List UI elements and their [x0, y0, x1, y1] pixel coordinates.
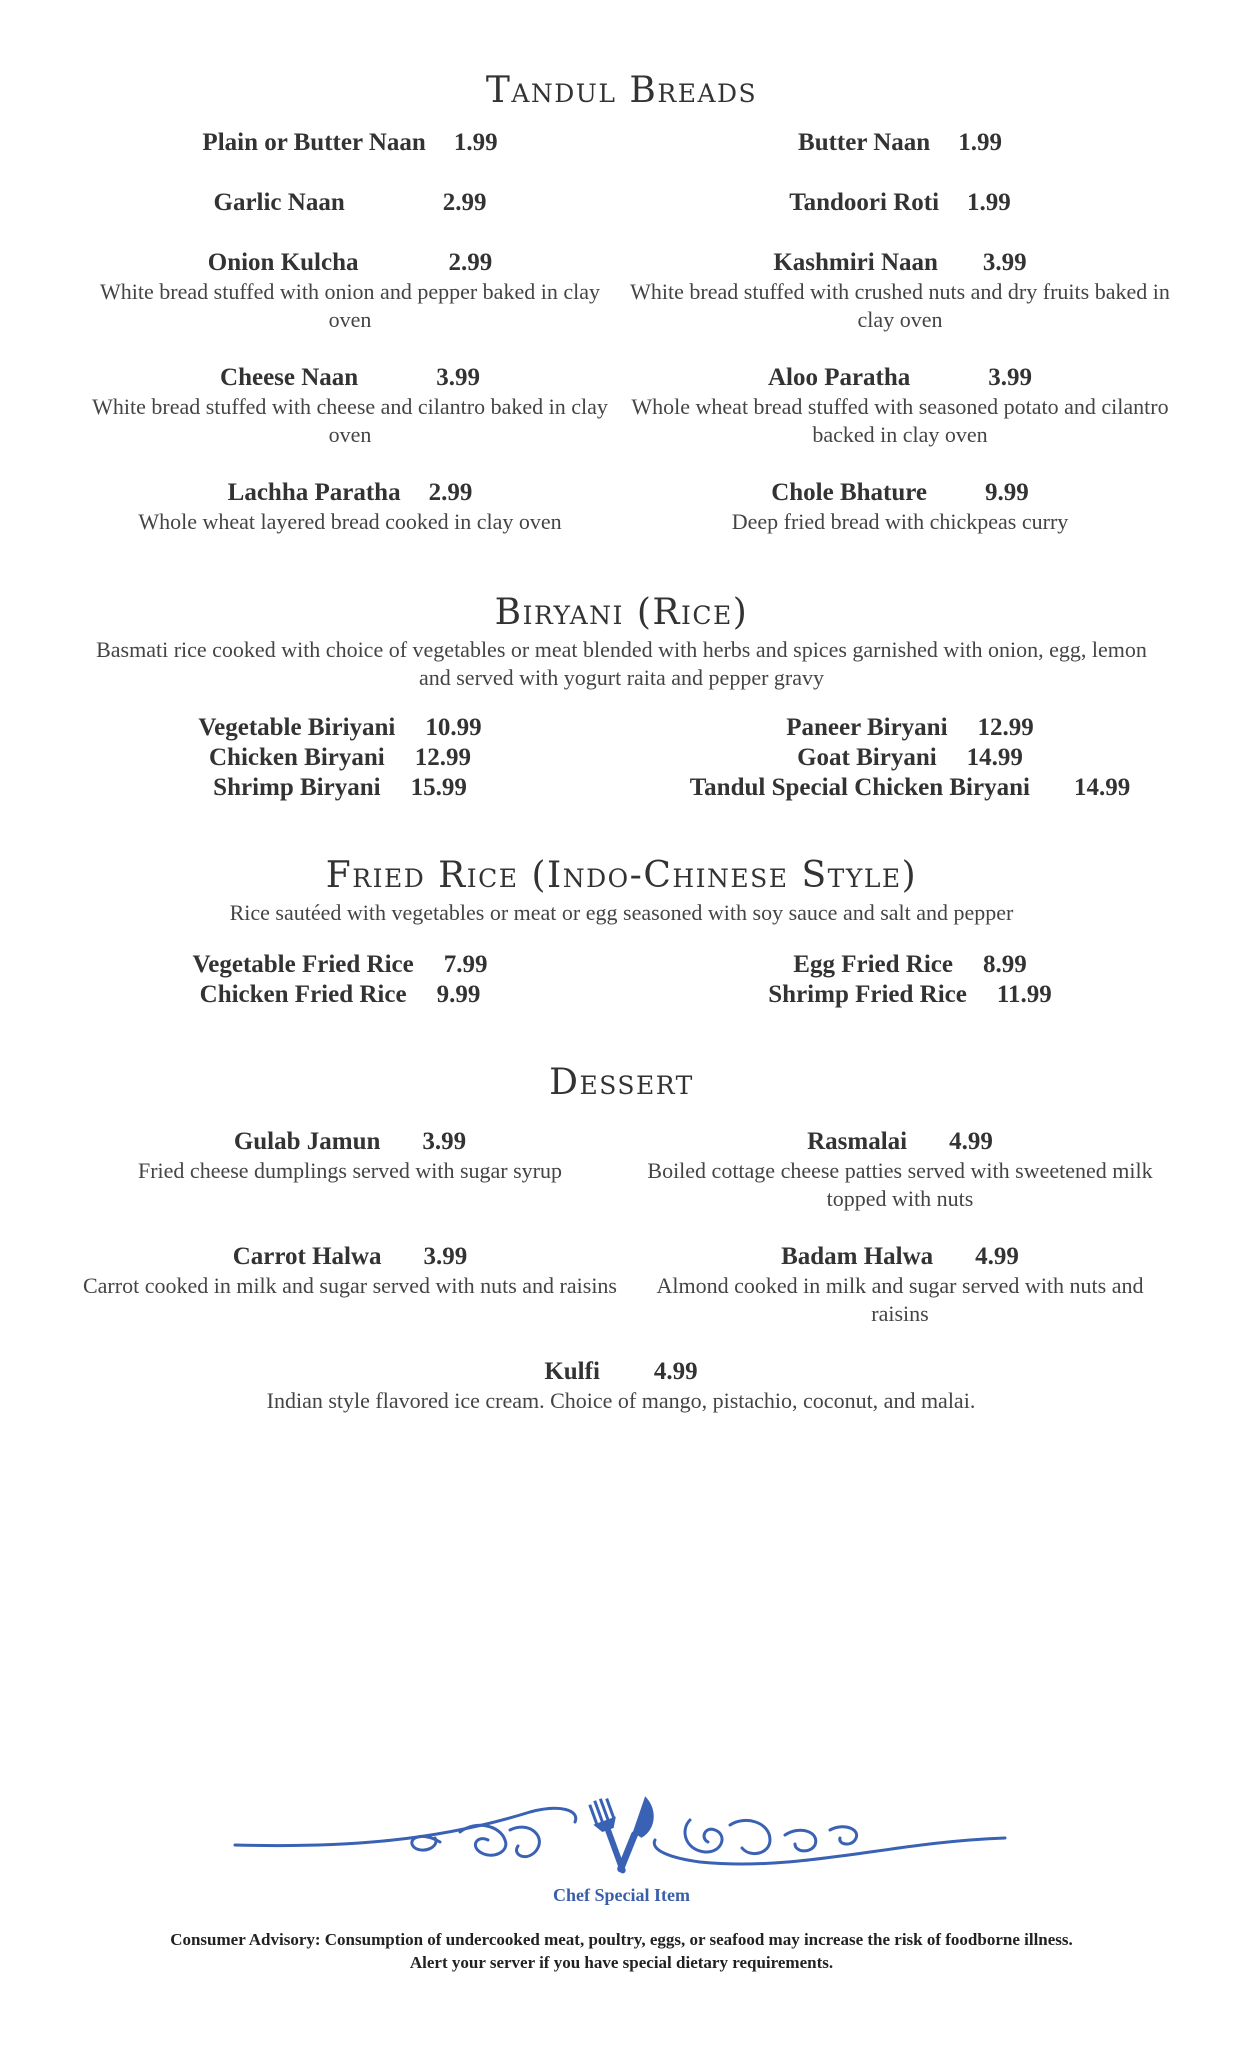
menu-item: [171, 1357, 1071, 1415]
item-name: Garlic Naan: [213, 189, 345, 216]
advisory-line-1: Consumer Advisory: Consumption of undercooked meat, poultry, eggs, or seafood may increase the risk of foodborne illness.: [170, 1930, 1073, 1949]
menu-item: [80, 478, 620, 536]
item-name: Shrimp Biryani: [213, 774, 381, 801]
item-description: Fried cheese dumplings served with sugar syrup: [137, 1158, 563, 1183]
item-price: 4.99: [975, 1243, 1019, 1270]
consumer-advisory: [60, 1928, 1183, 1974]
section-description-biryani: Basmati rice cooked with choice of vegetables or meat blended with herbs and spices garnished with onion, egg, lemon and served with yogurt raita and pepper gravy: [96, 637, 1147, 690]
item-name: Butter Naan: [798, 129, 931, 156]
item-name: Egg Fried Rice: [793, 951, 953, 978]
item-price: 15.99: [410, 774, 467, 801]
item-name: Paneer Biryani: [786, 714, 948, 741]
menu-item: [630, 1242, 1170, 1328]
section-description-fried-rice: Rice sautéed with vegetables or meat or egg seasoned with soy sauce and salt and pepper: [229, 900, 1014, 925]
fork-knife-flourish-icon: [230, 1790, 1010, 1880]
menu-item: [630, 188, 1170, 218]
menu-item: [80, 248, 620, 334]
item-name: Shrimp Fried Rice: [768, 981, 967, 1008]
item-name: Rasmalai: [807, 1128, 908, 1155]
chef-special-note: Chef Special Item: [553, 1885, 690, 1905]
item-name: Tandoori Roti: [789, 189, 940, 216]
list-item: [60, 950, 620, 980]
item-price: 3.99: [423, 1243, 468, 1270]
item-price: 4.99: [653, 1358, 698, 1385]
item-description: Carrot cooked in milk and sugar served with nuts and raisins: [82, 1273, 617, 1298]
item-price: 1.99: [967, 189, 1011, 216]
item-name: Chicken Fried Rice: [199, 981, 407, 1008]
menu-item: [80, 1127, 620, 1185]
item-price: 2.99: [448, 249, 493, 276]
biryani-list-right: [630, 713, 1190, 803]
menu-item: [80, 363, 620, 449]
item-price: 14.99: [1073, 774, 1131, 801]
item-price: 2.99: [428, 479, 473, 506]
item-name: Lachha Paratha: [227, 479, 401, 506]
menu-item: [80, 188, 620, 218]
item-description: Deep fried bread with chickpeas curry: [731, 509, 1069, 534]
fried-rice-list-left: [60, 950, 620, 1010]
item-price: 12.99: [414, 744, 471, 771]
list-item: [630, 980, 1190, 1010]
item-name: Carrot Halwa: [232, 1243, 382, 1270]
section-title-biryani: Biryani (Rice): [494, 592, 749, 633]
item-name: Plain or Butter Naan: [202, 129, 426, 156]
menu-item: [630, 248, 1170, 334]
item-price: 10.99: [425, 714, 482, 741]
item-price: 9.99: [985, 479, 1029, 506]
item-name: Tandul Special Chicken Biryani: [689, 774, 1030, 801]
item-price: 3.99: [422, 1128, 467, 1155]
item-price: 9.99: [436, 981, 481, 1008]
item-name: Vegetable Biriyani: [198, 714, 396, 741]
section-title-dessert: Dessert: [549, 1062, 694, 1103]
item-price: 1.99: [453, 129, 498, 156]
item-price: 11.99: [996, 981, 1052, 1008]
list-item: [60, 980, 620, 1010]
item-price: 14.99: [966, 744, 1023, 771]
item-name: Onion Kulcha: [207, 249, 359, 276]
item-price: 8.99: [982, 951, 1027, 978]
menu-item: [80, 128, 620, 158]
list-item: [60, 713, 620, 743]
menu-item: [630, 1127, 1170, 1213]
menu-item: [630, 478, 1170, 536]
item-description: White bread stuffed with cheese and cilantro baked in clay oven: [92, 394, 608, 447]
item-name: Gulab Jamun: [233, 1128, 381, 1155]
item-description: White bread stuffed with onion and pepper baked in clay oven: [100, 279, 600, 332]
item-name: Kashmiri Naan: [773, 249, 938, 276]
menu-item: [80, 1242, 620, 1300]
item-price: 3.99: [982, 249, 1027, 276]
biryani-list-left: [60, 713, 620, 803]
item-name: Aloo Paratha: [767, 364, 911, 391]
fried-rice-list-right: [630, 950, 1190, 1010]
item-name: Goat Biryani: [797, 744, 937, 771]
item-price: 3.99: [436, 364, 480, 391]
list-item: [630, 773, 1190, 803]
item-name: Kulfi: [544, 1358, 600, 1385]
item-name: Chicken Biryani: [209, 744, 385, 771]
item-name: Badam Halwa: [781, 1243, 934, 1270]
item-description: White bread stuffed with crushed nuts and dry fruits baked in clay oven: [630, 279, 1170, 332]
list-item: [630, 743, 1190, 773]
menu-item: [630, 128, 1170, 158]
advisory-line-2: Alert your server if you have special dietary requirements.: [409, 1953, 834, 1972]
item-price: 2.99: [442, 189, 487, 216]
item-price: 4.99: [949, 1128, 993, 1155]
item-description: Whole wheat layered bread cooked in clay oven: [138, 509, 562, 534]
item-description: Boiled cottage cheese patties served with sweetened milk topped with nuts: [647, 1158, 1153, 1211]
list-item: [630, 713, 1190, 743]
item-price: 7.99: [443, 951, 488, 978]
list-item: [60, 773, 620, 803]
item-price: 1.99: [958, 129, 1002, 156]
item-name: Cheese Naan: [220, 364, 359, 391]
item-description: Whole wheat bread stuffed with seasoned potato and cilantro backed in clay oven: [631, 394, 1169, 447]
list-item: [60, 743, 620, 773]
menu-item: [630, 363, 1170, 449]
item-description: Almond cooked in milk and sugar served with nuts and raisins: [656, 1273, 1144, 1326]
item-name: Chole Bhature: [771, 479, 928, 506]
item-description: Indian style flavored ice cream. Choice of mango, pistachio, coconut, and malai.: [266, 1388, 976, 1413]
section-title-breads: Tandul Breads: [485, 70, 758, 111]
item-price: 12.99: [977, 714, 1034, 741]
item-name: Vegetable Fried Rice: [192, 951, 414, 978]
item-price: 3.99: [988, 364, 1033, 391]
section-title-fried-rice: Fried Rice (Indo-Chinese Style): [325, 855, 918, 896]
list-item: [630, 950, 1190, 980]
